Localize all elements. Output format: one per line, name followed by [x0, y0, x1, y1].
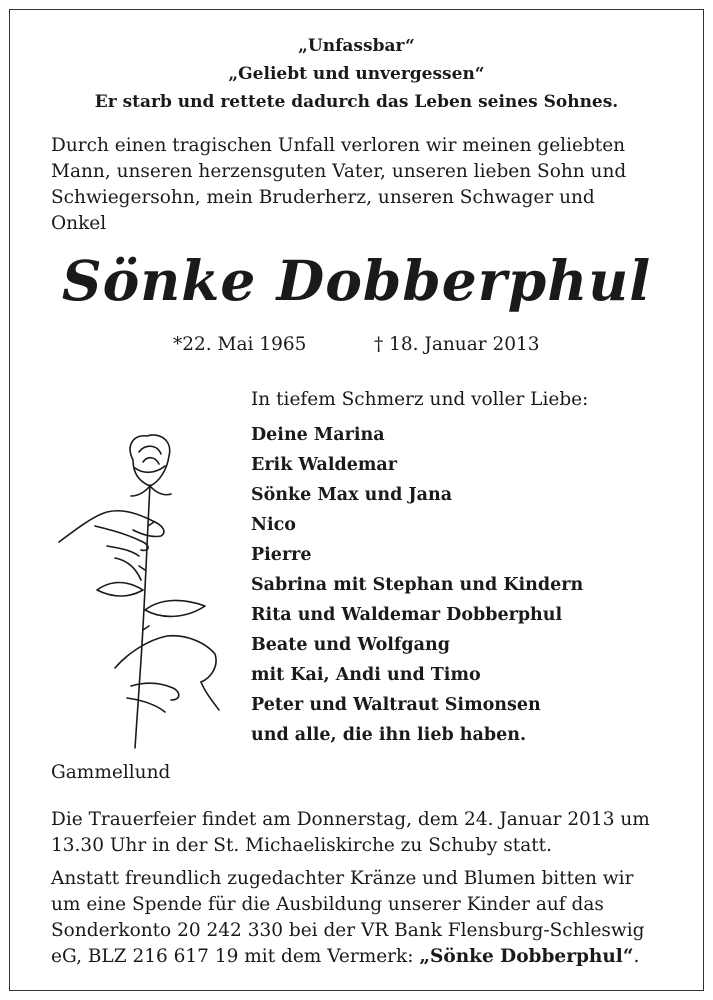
donation-last-prefix: eG, BLZ 216 617 19 mit dem Vermerk: — [51, 946, 420, 967]
intro-line: Durch einen tragischen Unfall verloren wir meinen geliebten — [51, 135, 626, 156]
mourner-item: Deine Marina — [251, 425, 385, 445]
mourner-item: Sönke Max und Jana — [251, 485, 453, 505]
mourner-item: Sabrina mit Stephan und Kindern — [251, 575, 584, 595]
mourner-item: Pierre — [251, 545, 312, 565]
mourner-item: und alle, die ihn lieb haben. — [251, 725, 527, 745]
mourner-item: Erik Waldemar — [251, 455, 397, 475]
mourner-item: Peter und Waltraut Simonsen — [251, 695, 541, 715]
birth-date: *22. Mai 1965 — [173, 334, 307, 355]
mourner-item: mit Kai, Andi und Timo — [251, 665, 481, 685]
donation-last-suffix: . — [633, 946, 640, 967]
funeral-line: Die Trauerfeier findet am Donnerstag, dem 24. Januar 2013 um — [51, 809, 650, 830]
quote-geliebt: „Geliebt und unvergessen“ — [228, 64, 485, 84]
leaf — [145, 600, 205, 616]
quote-unfassbar: „Unfassbar“ — [298, 36, 415, 56]
intro-paragraph — [51, 133, 663, 237]
rose-bloom — [130, 435, 170, 486]
rose-hand-illustration — [55, 430, 230, 750]
mourner-item: Nico — [251, 515, 296, 535]
funeral-line: 13.30 Uhr in der St. Michaeliskirche zu Schuby statt. — [51, 835, 552, 856]
donation-line: Anstatt freundlich zugedachter Kränze und Blumen bitten wir — [51, 868, 634, 889]
place-name: Gammellund — [51, 762, 171, 783]
death-date: † 18. Januar 2013 — [374, 334, 540, 355]
funeral-paragraph — [51, 807, 663, 859]
deceased-name: Sönke Dobberphul — [61, 248, 652, 313]
intro-line: Schwiegersohn, mein Bruderherz, unseren Schwager und — [51, 187, 595, 208]
mourner-item: Rita und Waldemar Dobberphul — [251, 605, 563, 625]
donation-line: Sonderkonto 20 242 330 bei der VR Bank Flensburg-Schleswig — [51, 920, 645, 941]
mourners-intro: In tiefem Schmerz und voller Liebe: — [251, 389, 589, 410]
donation-paragraph — [51, 866, 663, 970]
donation-last-line — [51, 944, 663, 970]
headline: Er starb und rettete dadurch das Leben seines Sohnes. — [94, 92, 619, 112]
mourner-item: Beate und Wolfgang — [251, 635, 450, 655]
intro-line: Mann, unseren herzensguten Vater, unseren lieben Sohn und — [51, 161, 627, 182]
mourners-list — [251, 420, 583, 750]
donation-line: um eine Spende für die Ausbildung unserer Kinder auf das — [51, 894, 604, 915]
intro-line: Onkel — [51, 213, 107, 234]
lower-hand — [115, 636, 216, 682]
rose-stem — [135, 485, 150, 748]
leaf — [97, 583, 143, 597]
donation-reference: „Sönke Dobberphul“ — [419, 946, 634, 967]
